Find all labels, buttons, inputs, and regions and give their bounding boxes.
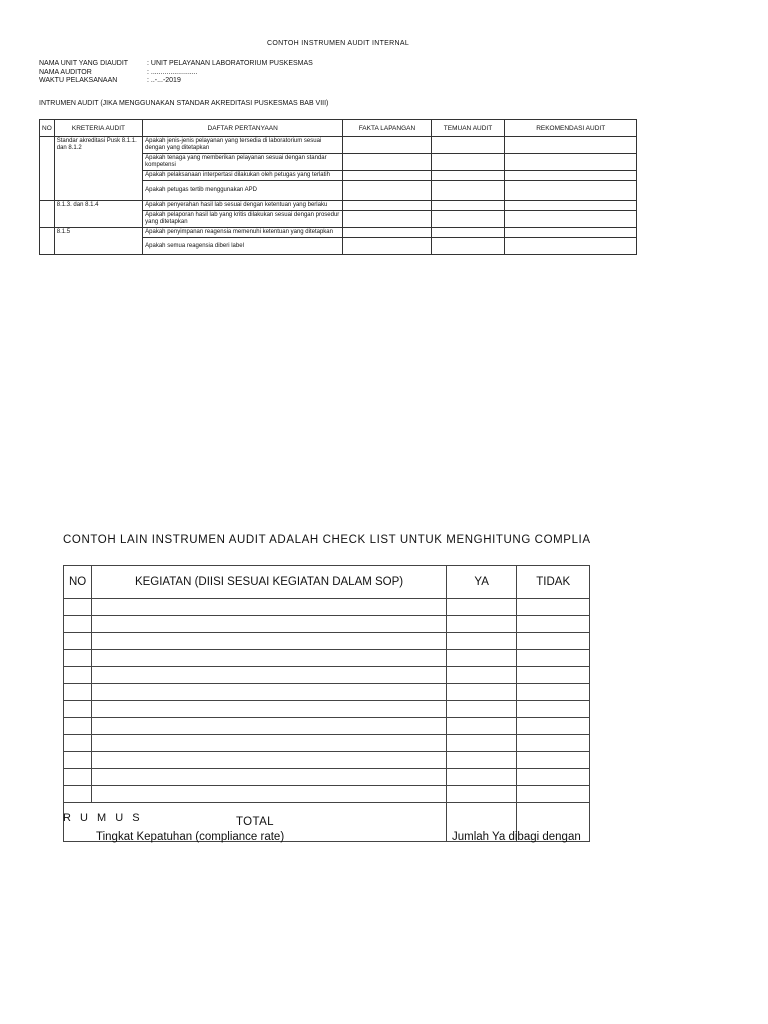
col-header-ya: YA	[446, 566, 517, 599]
cell-rekomendasi[interactable]	[505, 211, 637, 228]
meta-row-unit	[39, 60, 313, 69]
checklist-header	[64, 566, 590, 599]
checklist-row	[64, 616, 590, 633]
cell-pertanyaan: Apakah semua reagensia diberi label	[143, 238, 343, 255]
cell-ya[interactable]	[446, 752, 517, 769]
col-header-fakta: FAKTA LAPANGAN	[343, 120, 431, 137]
cell-tidak[interactable]	[517, 684, 590, 701]
cell-pertanyaan: Apakah jenis-jenis pelayanan yang tersedia di laboratorium sesuai dengan yang ditetapkan	[143, 137, 343, 154]
audit-meta	[39, 60, 313, 86]
cell-pertanyaan: Apakah pelaporan hasil lab yang kritis dilakukan sesuai dengan prosedur yang ditetapkan	[143, 211, 343, 228]
cell-fakta[interactable]	[343, 171, 431, 181]
cell-no	[64, 599, 92, 616]
checklist-row	[64, 701, 590, 718]
cell-temuan[interactable]	[431, 154, 505, 171]
cell-tidak[interactable]	[517, 769, 590, 786]
cell-temuan[interactable]	[431, 137, 505, 154]
cell-kegiatan[interactable]	[92, 684, 447, 701]
meta-label: NAMA AUDITOR	[39, 68, 92, 76]
col-header-temuan: TEMUAN AUDIT	[431, 120, 505, 137]
total-label: TOTAL	[64, 803, 447, 842]
cell-rekomendasi[interactable]	[505, 181, 637, 201]
cell-pertanyaan: Apakah penyerahan hasil lab sesuai dengan ketentuan yang berlaku	[143, 201, 343, 211]
cell-rekomendasi[interactable]	[505, 238, 637, 255]
checklist-row	[64, 735, 590, 752]
cell-ya[interactable]	[446, 718, 517, 735]
cell-tidak[interactable]	[517, 786, 590, 803]
audit-table-header	[40, 120, 637, 137]
cell-rekomendasi[interactable]	[505, 201, 637, 211]
cell-pertanyaan: Apakah penyimpanan reagensia memenuhi ketentuan yang ditetapkan	[143, 228, 343, 238]
cell-no	[40, 137, 55, 201]
cell-no	[64, 667, 92, 684]
cell-kegiatan[interactable]	[92, 599, 447, 616]
meta-value: : ..-...-2019	[147, 77, 181, 84]
cell-ya[interactable]	[446, 633, 517, 650]
cell-ya[interactable]	[446, 701, 517, 718]
checklist-row	[64, 667, 590, 684]
cell-ya[interactable]	[446, 786, 517, 803]
meta-row-waktu	[39, 77, 313, 86]
meta-value: : UNIT PELAYANAN LABORATORIUM PUSKESMAS	[147, 60, 313, 67]
cell-tidak[interactable]	[517, 616, 590, 633]
cell-no	[40, 228, 55, 255]
instrument-heading: INTRUMEN AUDIT (JIKA MENGGUNAKAN STANDAR AKREDITASI PUSKESMAS BAB VIII)	[39, 100, 329, 107]
cell-no	[64, 786, 92, 803]
cell-ya[interactable]	[446, 650, 517, 667]
meta-value: : ........................	[147, 68, 198, 76]
cell-kriteria: 8.1.5	[54, 228, 142, 255]
audit-table	[39, 119, 637, 255]
cell-ya[interactable]	[446, 684, 517, 701]
meta-label: WAKTU PELAKSANAAN	[39, 77, 118, 84]
rumus-label: R U M U S	[63, 812, 143, 824]
col-header-pertanyaan: DAFTAR PERTANYAAN	[143, 120, 343, 137]
table-row	[40, 228, 637, 238]
checklist-row	[64, 633, 590, 650]
meta-row-auditor	[39, 69, 313, 78]
cell-no	[64, 616, 92, 633]
cell-fakta[interactable]	[343, 201, 431, 211]
cell-temuan[interactable]	[431, 171, 505, 181]
col-header-kegiatan: KEGIATAN (DIISI SESUAI KEGIATAN DALAM SOP)	[92, 566, 447, 599]
cell-temuan[interactable]	[431, 228, 505, 238]
checklist-table	[63, 565, 590, 842]
formula-text: Jumlah Ya dibagi dengan	[452, 831, 581, 843]
meta-label: NAMA UNIT YANG DIAUDIT	[39, 60, 129, 67]
compliance-rate-label: Tingkat Kepatuhan (compliance rate)	[96, 831, 285, 843]
cell-no	[64, 633, 92, 650]
cell-no	[64, 684, 92, 701]
cell-kegiatan[interactable]	[92, 769, 447, 786]
col-header-no: NO	[40, 120, 55, 137]
cell-no	[64, 650, 92, 667]
cell-pertanyaan: Apakah pelaksanaan interpertasi dilakukan oleh petugas yang terlatih	[143, 171, 343, 181]
cell-fakta[interactable]	[343, 228, 431, 238]
cell-temuan[interactable]	[431, 211, 505, 228]
cell-kegiatan[interactable]	[92, 633, 447, 650]
col-header-kriteria: KRETERIA AUDIT	[54, 120, 142, 137]
cell-tidak[interactable]	[517, 667, 590, 684]
table-row	[40, 201, 637, 211]
cell-ya[interactable]	[446, 599, 517, 616]
cell-kriteria: Standar akreditasi Pusk 8.1.1. dan 8.1.2	[54, 137, 142, 201]
col-header-no: NO	[64, 566, 92, 599]
cell-kegiatan[interactable]	[92, 752, 447, 769]
cell-kegiatan[interactable]	[92, 735, 447, 752]
checklist-row	[64, 718, 590, 735]
cell-kegiatan[interactable]	[92, 616, 447, 633]
cell-kegiatan[interactable]	[92, 667, 447, 684]
cell-no	[64, 718, 92, 735]
cell-tidak[interactable]	[517, 718, 590, 735]
cell-no	[64, 769, 92, 786]
cell-tidak[interactable]	[517, 735, 590, 752]
cell-ya[interactable]	[446, 769, 517, 786]
col-header-tidak: TIDAK	[517, 566, 590, 599]
cell-ya[interactable]	[446, 616, 517, 633]
cell-fakta[interactable]	[343, 211, 431, 228]
col-header-rekomendasi: REKOMENDASI AUDIT	[505, 120, 637, 137]
cell-kegiatan[interactable]	[92, 786, 447, 803]
cell-tidak[interactable]	[517, 599, 590, 616]
cell-no	[40, 201, 55, 228]
checklist-row	[64, 769, 590, 786]
checklist-row	[64, 684, 590, 701]
cell-temuan[interactable]	[431, 181, 505, 201]
cell-temuan[interactable]	[431, 201, 505, 211]
cell-tidak[interactable]	[517, 752, 590, 769]
cell-pertanyaan: Apakah tenaga yang memberikan pelayanan sesuai dengan standar kompetensi	[143, 154, 343, 171]
cell-tidak[interactable]	[517, 701, 590, 718]
cell-rekomendasi[interactable]	[505, 228, 637, 238]
cell-rekomendasi[interactable]	[505, 154, 637, 171]
cell-temuan[interactable]	[431, 238, 505, 255]
checklist-row	[64, 650, 590, 667]
cell-fakta[interactable]	[343, 154, 431, 171]
cell-tidak[interactable]	[517, 633, 590, 650]
cell-rekomendasi[interactable]	[505, 137, 637, 154]
checklist-heading: CONTOH LAIN INSTRUMEN AUDIT ADALAH CHECK LIST UNTUK MENGHITUNG COMPLIA	[63, 534, 591, 546]
checklist-row	[64, 752, 590, 769]
checklist-row	[64, 599, 590, 616]
cell-no	[64, 701, 92, 718]
cell-fakta[interactable]	[343, 238, 431, 255]
cell-ya[interactable]	[446, 735, 517, 752]
cell-rekomendasi[interactable]	[505, 171, 637, 181]
checklist-row	[64, 786, 590, 803]
cell-fakta[interactable]	[343, 181, 431, 201]
cell-tidak[interactable]	[517, 650, 590, 667]
cell-ya[interactable]	[446, 667, 517, 684]
cell-kegiatan[interactable]	[92, 701, 447, 718]
cell-kriteria: 8.1.3. dan 8.1.4	[54, 201, 142, 228]
table-row	[40, 137, 637, 154]
cell-kegiatan[interactable]	[92, 650, 447, 667]
cell-kegiatan[interactable]	[92, 718, 447, 735]
cell-fakta[interactable]	[343, 137, 431, 154]
cell-no	[64, 735, 92, 752]
cell-no	[64, 752, 92, 769]
document-title: CONTOH INSTRUMEN AUDIT INTERNAL	[266, 40, 410, 47]
cell-pertanyaan: Apakah petugas tertib menggunakan APD	[143, 181, 343, 201]
